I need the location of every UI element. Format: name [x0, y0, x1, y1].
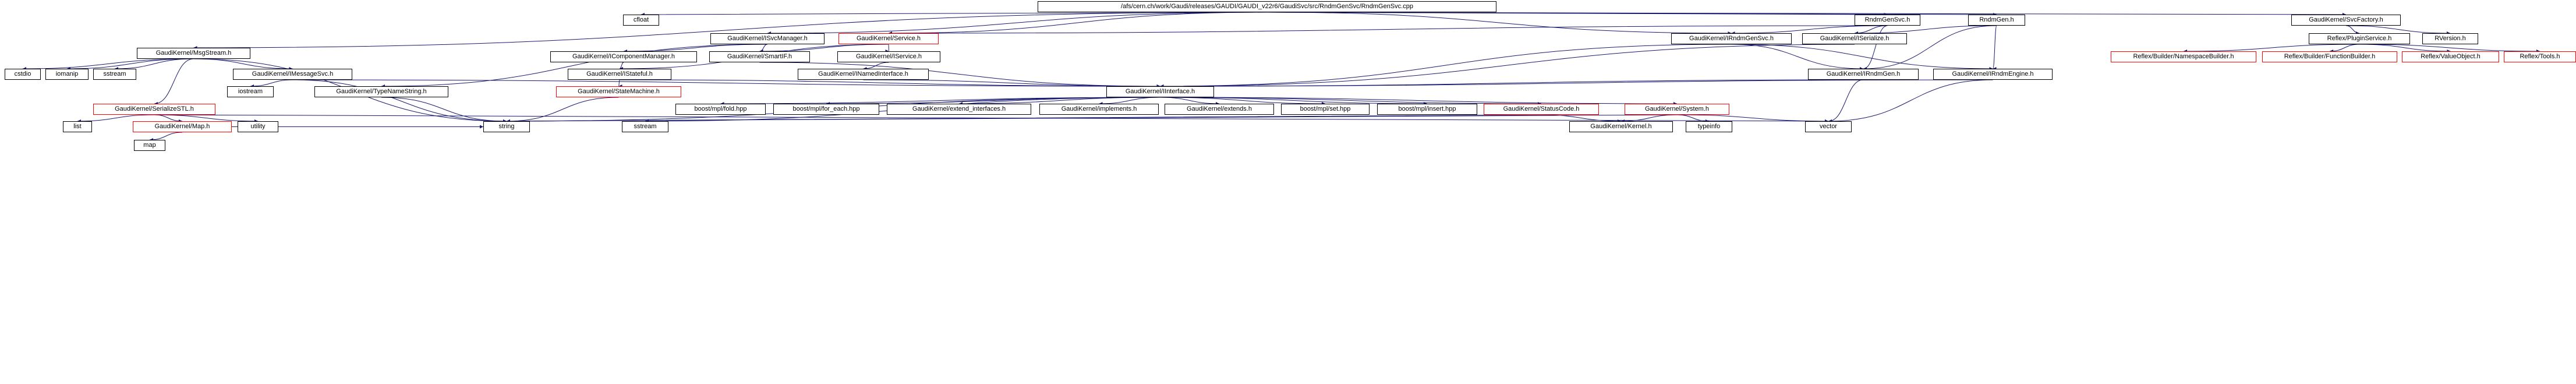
graph-node-gaudikernel-iservice-h[interactable]: GaudiKernel/IService.h [837, 51, 940, 62]
graph-node-cstdio[interactable]: cstdio [5, 69, 41, 80]
graph-node-gaudikernel-svcfactory-h[interactable]: GaudiKernel/SvcFactory.h [2291, 15, 2401, 26]
graph-node-gaudikernel-system-h[interactable]: GaudiKernel/System.h [1625, 104, 1729, 115]
graph-node-boost-impl-for-each-hpp[interactable]: boost/mpl/for_each.hpp [773, 104, 879, 115]
graph-node-gaudikernel-extends-h[interactable]: GaudiKernel/extends.h [1165, 104, 1274, 115]
graph-node-gaudikernel-istateful-h[interactable]: GaudiKernel/IStateful.h [568, 69, 671, 80]
graph-node-boost-impl-insert-hpp[interactable]: boost/mpl/insert.hpp [1377, 104, 1477, 115]
graph-node-gaudikernel-irndmengine-h[interactable]: GaudiKernel/IRndmEngine.h [1933, 69, 2053, 80]
graph-node-gaudikernel-typenamestring-h[interactable]: GaudiKernel/TypeNameString.h [314, 86, 448, 97]
graph-node-gaudikernel-icomponentmanager-h[interactable]: GaudiKernel/IComponentManager.h [550, 51, 697, 62]
graph-node-gaudikernel-extend-interfaces-h[interactable]: GaudiKernel/extend_interfaces.h [887, 104, 1031, 115]
graph-node-map[interactable]: map [134, 140, 165, 151]
graph-node-gaudikernel-irndmgensvc-h[interactable]: GaudiKernel/IRndmGenSvc.h [1671, 33, 1792, 44]
graph-node-gaudikernel-iinterface-h[interactable]: GaudiKernel/IInterface.h [1106, 86, 1214, 97]
graph-node-rndmgensvc-h[interactable]: RndmGenSvc.h [1855, 15, 1920, 26]
graph-node-gaudikernel-serializestl-h[interactable]: GaudiKernel/SerializeSTL.h [93, 104, 215, 115]
graph-node-root[interactable]: /afs/cern.ch/work/Gaudi/releases/GAUDI/GAUDI_v22r6/GaudiSvc/src/RndmGenSvc/RndmGenSvc.cpp [1038, 1, 1496, 12]
graph-node-sstream-top[interactable]: sstream [93, 69, 136, 80]
graph-node-reflex-tools-h[interactable]: Reflex/Tools.h [2504, 51, 2576, 62]
graph-node-gaudikernel-statemachine-h[interactable]: GaudiKernel/StateMachine.h [556, 86, 681, 97]
graph-node-gaudikernel-smartif-h[interactable]: GaudiKernel/SmartIF.h [709, 51, 810, 62]
graph-node-typeinfo[interactable]: typeinfo [1686, 121, 1732, 132]
graph-node-gaudikernel-isvcmanager-h[interactable]: GaudiKernel/ISvcManager.h [710, 33, 825, 44]
graph-node-sstream-bot[interactable]: sstream [622, 121, 668, 132]
graph-node-rversion-h[interactable]: RVersion.h [2422, 33, 2478, 44]
graph-node-gaudikernel-kernel-h[interactable]: GaudiKernel/Kernel.h [1569, 121, 1673, 132]
graph-node-cfloat[interactable]: cfloat [623, 15, 659, 26]
graph-node-gaudikernel-msgstream-h[interactable]: GaudiKernel/MsgStream.h [137, 48, 250, 59]
graph-node-utility[interactable]: utility [238, 121, 278, 132]
graph-node-reflex-builder-functionbuilder-h[interactable]: Reflex/Builder/FunctionBuilder.h [2262, 51, 2397, 62]
graph-node-string[interactable]: string [483, 121, 530, 132]
graph-node-gaudikernel-statuscode-h[interactable]: GaudiKernel/StatusCode.h [1484, 104, 1599, 115]
graph-node-gaudikernel-inamedinterface-h[interactable]: GaudiKernel/INamedInterface.h [798, 69, 929, 80]
graph-node-vector[interactable]: vector [1805, 121, 1852, 132]
graph-node-boost-impl-set-hpp[interactable]: boost/mpl/set.hpp [1281, 104, 1370, 115]
graph-node-gaudikernel-irndmgen-h[interactable]: GaudiKernel/IRndmGen.h [1808, 69, 1919, 80]
graph-node-list[interactable]: list [63, 121, 92, 132]
graph-node-gaudikernel-imessagesvc-h[interactable]: GaudiKernel/IMessageSvc.h [233, 69, 352, 80]
graph-node-reflex-valueobject-h[interactable]: Reflex/ValueObject.h [2402, 51, 2499, 62]
graph-node-gaudikernel-iserialize-h[interactable]: GaudiKernel/ISerialize.h [1802, 33, 1907, 44]
graph-node-boost-impl-fold-hpp[interactable]: boost/mpl/fold.hpp [675, 104, 766, 115]
graph-node-gaudikernel-service-h-red[interactable]: GaudiKernel/Service.h [838, 33, 939, 44]
graph-node-iostream-mid[interactable]: iostream [227, 86, 274, 97]
graph-node-reflex-builder-namespacebuilder-h[interactable]: Reflex/Builder/NamespaceBuilder.h [2111, 51, 2256, 62]
graph-node-reflex-pluginservice-h[interactable]: Reflex/PluginService.h [2309, 33, 2410, 44]
graph-node-iomanip[interactable]: iomanip [45, 69, 89, 80]
graph-node-gaudikernel-map-h[interactable]: GaudiKernel/Map.h [133, 121, 232, 132]
graph-node-gaudikernel-implements-h[interactable]: GaudiKernel/implements.h [1039, 104, 1159, 115]
graph-node-rndmgen-h[interactable]: RndmGen.h [1968, 15, 2025, 26]
